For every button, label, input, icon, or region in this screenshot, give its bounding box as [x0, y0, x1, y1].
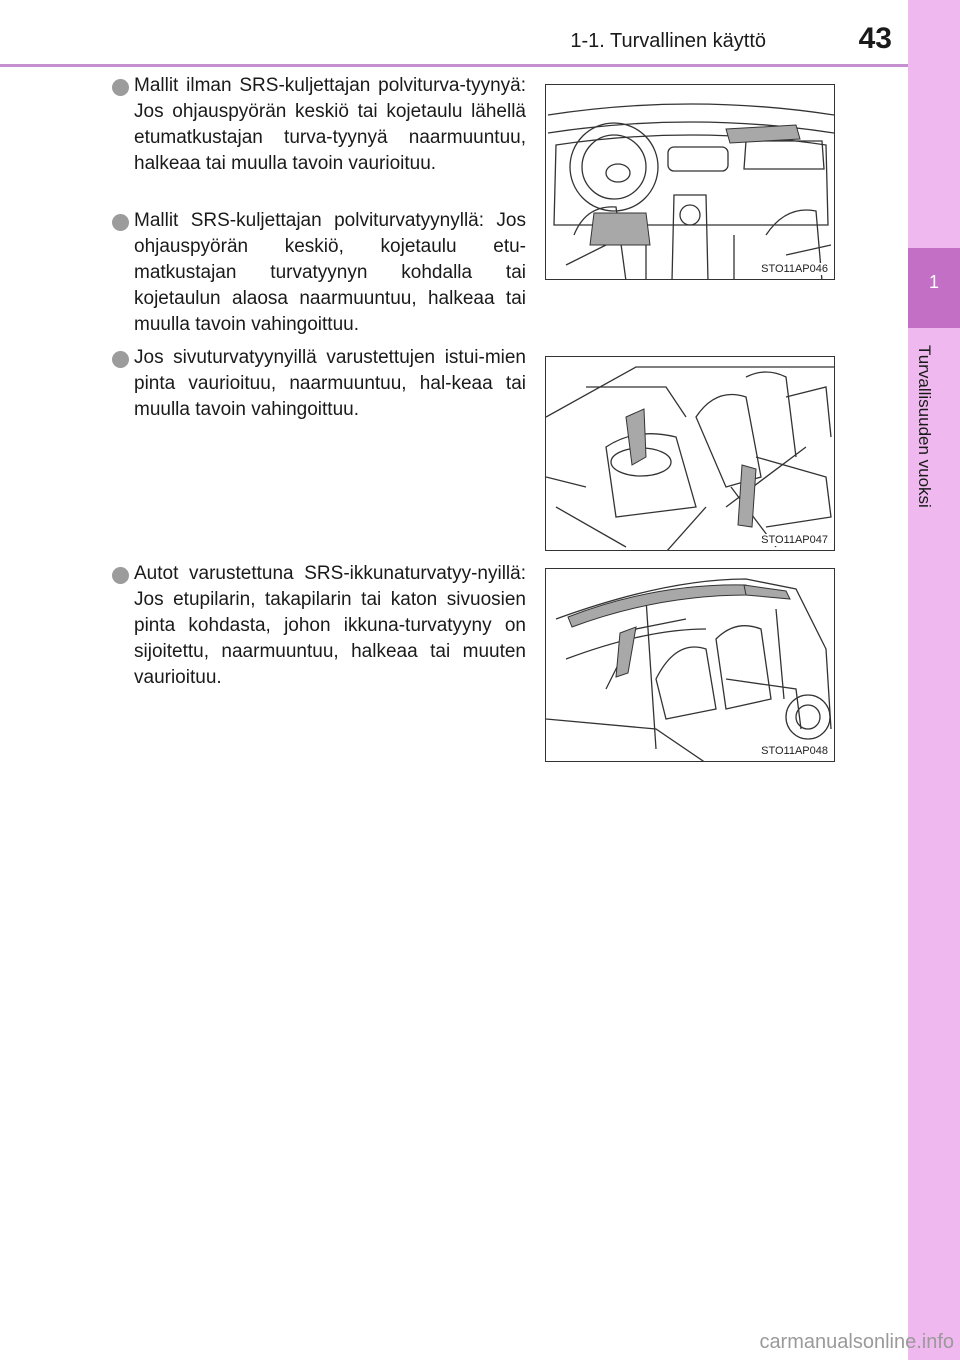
figure-dashboard: [545, 84, 835, 280]
header-divider: [0, 64, 908, 67]
bullet-item: [112, 73, 526, 177]
page-number: 43: [858, 22, 892, 55]
bullet-item: [112, 208, 526, 338]
chapter-number: 1: [928, 272, 939, 292]
chapter-number-box: [908, 248, 960, 328]
dashboard-airbag-icon: [546, 85, 835, 280]
bullet-icon: [112, 214, 129, 231]
bullet-icon: [112, 79, 129, 96]
curtain-airbag-icon: [546, 569, 835, 762]
figure-code: STO11AP047: [761, 534, 828, 546]
bullet-text: Jos sivuturvatyynyillä varustettujen istui-mien pinta vaurioituu, naarmuuntuu, hal-keaa tai muulla tavoin vahingoittuu.: [134, 347, 526, 420]
figure-curtain-airbag: [545, 568, 835, 762]
bullet-icon: [112, 351, 129, 368]
bullet-text: Mallit SRS-kuljettajan polviturvatyynyllä: Jos ohjauspyörän keskiö, kojetaulu etu-matkustajan turvatyynyn kohdalla tai kojetaulun alaosa naarmuuntuu, halkeaa tai muulla tavoin vahingoittuu.: [134, 210, 526, 335]
bullet-text: Mallit ilman SRS-kuljettajan polviturva-tyynyä: Jos ohjauspyörän keskiö tai kojetaulu lähellä etumatkustajan turva-tyynyä naarmuuntuu, halkeaa tai muulla tavoin vaurioituu.: [134, 75, 526, 174]
figure-code: STO11AP046: [761, 263, 828, 275]
figure-code: STO11AP048: [761, 745, 828, 757]
bullet-icon: [112, 567, 129, 584]
bullet-item: [112, 345, 526, 423]
bullet-item: [112, 561, 526, 691]
watermark: carmanualsonline.info: [759, 1331, 954, 1353]
side-airbag-seat-icon: [546, 357, 835, 551]
section-title: 1-1. Turvallinen käyttö: [570, 30, 766, 52]
chapter-side-tab: [908, 0, 960, 1360]
figure-side-airbag: [545, 356, 835, 551]
bullet-text: Autot varustettuna SRS-ikkunaturvatyy-nyillä: Jos etupilarin, takapilarin tai katon sivuosien pinta kohdasta, johon ikkuna-turvatyyny on sijoitettu, naarmuuntuu, halkeaa tai muuten vaurioituu.: [134, 563, 526, 688]
chapter-label: Turvallisuuden vuoksi: [915, 345, 934, 508]
page-header: [0, 0, 908, 66]
